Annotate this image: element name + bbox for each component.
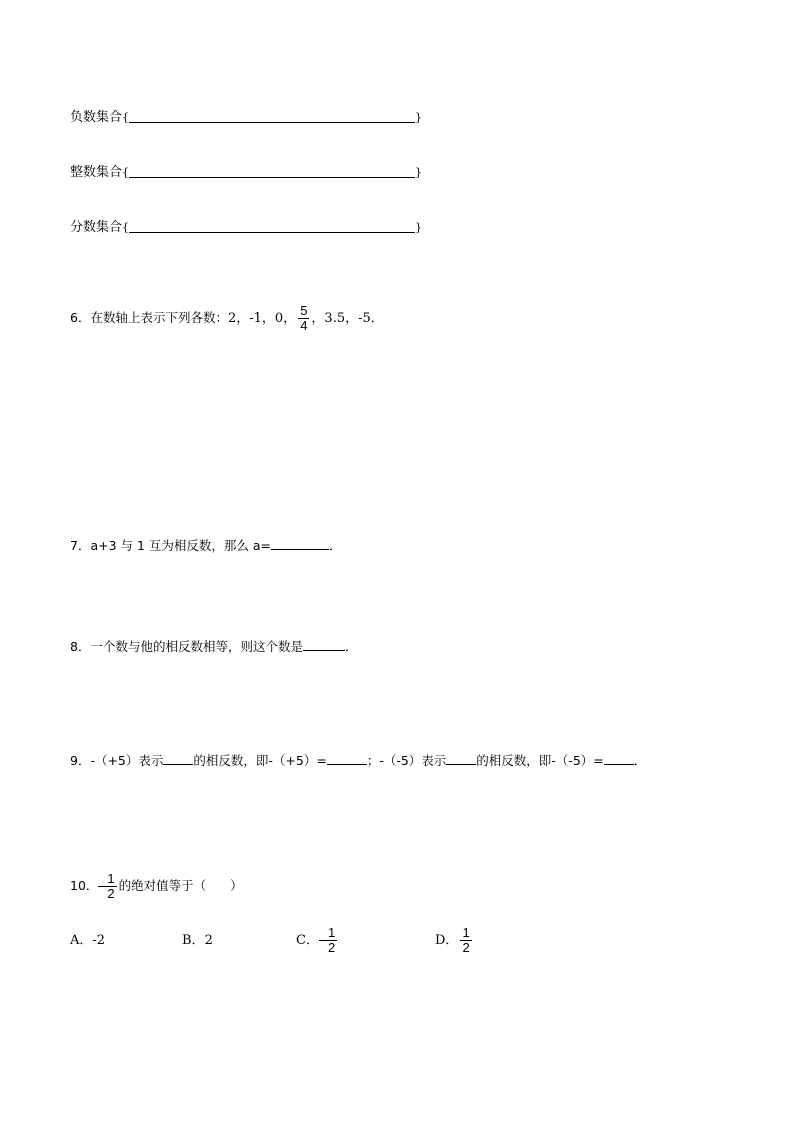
set-open-brace: { (122, 111, 130, 124)
fraction (460, 926, 471, 955)
fraction-denominator: 2 (107, 886, 115, 901)
set-label: 分数集合 (70, 220, 123, 235)
option-b[interactable] (182, 931, 213, 951)
fraction-numerator: 1 (327, 925, 336, 940)
question-text: 的绝对值等于（ (118, 878, 207, 893)
negative-fraction (319, 926, 339, 955)
fraction (298, 304, 309, 333)
fraction-numerator: 5 (300, 303, 308, 318)
question-10 (70, 868, 243, 905)
set-integer (70, 163, 422, 183)
fraction-denominator: 2 (327, 940, 336, 955)
fraction-denominator: 2 (462, 940, 470, 955)
option-d[interactable] (435, 923, 474, 959)
minus-sign (98, 886, 105, 887)
question-text: 在数轴上表示下列各数： (90, 310, 228, 325)
question-values: 2，-1，0， (227, 311, 297, 326)
set-label: 负数集合 (70, 110, 123, 125)
fraction-numerator: 1 (462, 925, 470, 940)
question-8 (70, 636, 358, 658)
fraction (105, 872, 116, 901)
question-text: a+3 与 1 互为相反数，那么 a= (90, 538, 272, 553)
option-value: -2 (92, 933, 106, 948)
negative-fraction (98, 872, 118, 901)
question-number: 9． (70, 753, 91, 768)
answer-blank[interactable] (303, 636, 345, 651)
question-text: 一个数与他的相反数相等，则这个数是 (90, 639, 303, 654)
option-letter: C． (296, 933, 319, 948)
answer-blank[interactable] (163, 750, 193, 765)
set-open-brace: { (122, 221, 130, 234)
question-9 (70, 750, 647, 772)
question-end: ． (633, 754, 647, 769)
fraction (326, 926, 337, 955)
set-negative (70, 108, 422, 128)
set-label: 整数集合 (70, 165, 123, 180)
fraction-denominator: 4 (300, 318, 308, 333)
option-letter: B． (182, 933, 205, 948)
question-text: -（+5）表示 (90, 753, 164, 768)
question-text: 的相反数，即-（-5）= (476, 753, 604, 768)
option-value: 2 (204, 933, 213, 948)
answer-blank[interactable] (604, 750, 634, 765)
set-answer-blank[interactable] (129, 176, 415, 178)
question-number: 7． (70, 538, 91, 553)
option-c[interactable] (296, 923, 339, 959)
question-end: ． (344, 640, 358, 655)
question-close-paren: ） (230, 878, 243, 893)
option-letter: D． (435, 933, 459, 948)
set-close-brace: } (415, 111, 423, 124)
set-fraction (70, 218, 422, 238)
minus-sign (319, 940, 326, 941)
answer-blank[interactable] (327, 750, 367, 765)
set-open-brace: { (122, 166, 130, 179)
fraction-numerator: 1 (107, 871, 115, 886)
question-values: ，3.5，-5． (311, 311, 384, 326)
option-letter: A． (70, 933, 93, 948)
question-end: ． (329, 539, 343, 554)
question-text: 的相反数，即-（+5）= (193, 753, 327, 768)
question-text: ；-（-5）表示 (366, 753, 447, 768)
question-number: 8． (70, 639, 91, 654)
set-answer-blank[interactable] (129, 231, 415, 233)
answer-blank[interactable] (271, 535, 329, 550)
question-number: 6． (70, 310, 91, 325)
option-a[interactable] (70, 931, 105, 951)
question-7 (70, 535, 342, 557)
question-number: 10． (70, 878, 99, 893)
set-close-brace: } (415, 221, 423, 234)
set-close-brace: } (415, 166, 423, 179)
answer-blank[interactable] (446, 750, 476, 765)
set-answer-blank[interactable] (129, 121, 415, 123)
question-6 (70, 300, 384, 337)
